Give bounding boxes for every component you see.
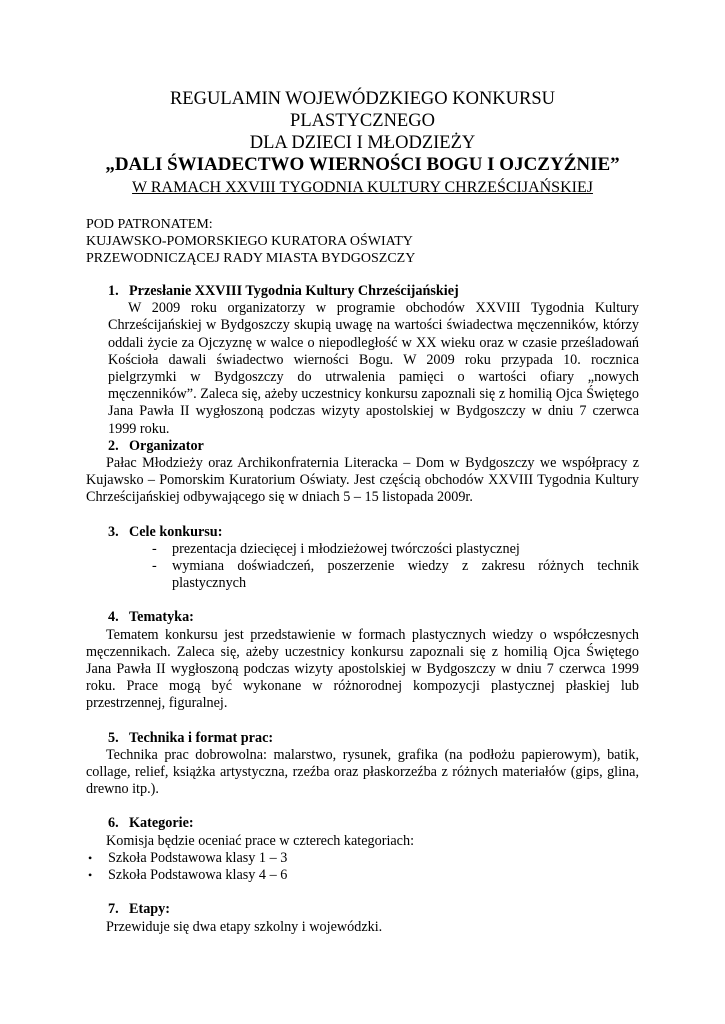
section-theme <box>86 609 639 712</box>
section-text: Komisja będzie oceniać prace w czterech kategoriach: <box>106 832 415 849</box>
section-number: 2. <box>108 437 119 454</box>
section-number: 5. <box>108 729 119 746</box>
section-heading <box>86 524 639 541</box>
section-number: 6. <box>108 815 119 832</box>
section-title: Przesłanie XXVIII Tygodnia Kultury Chrześcijańskiej <box>129 283 459 299</box>
bullet-icon: • <box>88 850 93 865</box>
title-line-2: PLASTYCZNEGO <box>290 111 435 131</box>
section-heading <box>86 283 639 300</box>
section-text: W 2009 roku organizatorzy w programie obchodów XXVIII Tygodnia Kultury Chrześcijańskiej w Bydgoszczy skupią uwagę na wartości świadectwa męczenników, którzy oddali życie za Ojczyznę w walce o niepodległość w XX wieku oraz w czasie prześladowań Kościoła dawali świadectwo wierności Bogu. W 2009 roku przypada 10. rocznica pielgrzymki w Bydgoszczy do utrwalenia pamięci o wartości ofiary „nowych męczenników”. Zaleca się, ażeby uczestnicy konkursu zapoznali się z homilią Ojca Świętego Jana Pawła II wygłoszoną podczas wizyty apostolskiej w Bydgoszczy w dniu 7 czerwca 1999 roku. <box>108 300 639 437</box>
section-heading <box>86 438 639 455</box>
goals-list <box>86 541 639 593</box>
list-item: - prezentacja dziecięcej i młodzieżowej twórczości plastycznej <box>152 540 520 557</box>
section-categories <box>86 815 639 884</box>
section-heading <box>86 901 639 918</box>
section-stages <box>86 901 639 935</box>
regulations-body <box>86 283 639 936</box>
section-text: Pałac Młodzieży oraz Archikonfraternia Literacka – Dom w Bydgoszczy we współpracy z Kujawsko – Pomorskim Kuratorium Oświaty. Jest częścią obchodów XXVIII Tygodnia Kultury Chrześcijańskiej odbywającego się w dniach 5 – 15 listopada 2009r. <box>86 455 639 506</box>
section-text: Przewiduje się dwa etapy szkolny i wojewódzki. <box>106 918 383 935</box>
contest-name: „DALI ŚWIADECTWO WIERNOŚCI BOGU I OJCZYŹNIE” <box>105 154 620 175</box>
section-number: 3. <box>108 523 119 540</box>
document-title <box>60 88 665 154</box>
bullet-icon: • <box>88 868 93 883</box>
section-number: 4. <box>108 609 119 626</box>
dash-marker: - <box>152 558 157 575</box>
section-heading <box>86 815 639 832</box>
list-item: • Szkoła Podstawowa klasy 1 – 3 <box>88 849 288 866</box>
section-goals <box>86 524 639 593</box>
patronage-label: POD PATRONATEM: <box>86 217 213 232</box>
list-item: • Szkoła Podstawowa klasy 4 – 6 <box>88 867 288 884</box>
section-heading <box>86 730 639 747</box>
section-text: Tematem konkursu jest przedstawienie w formach plastycznych wiedzy o współczesnych męczennikach. Zaleca się, ażeby uczestnicy konkursu zapoznali się z homilią Ojca Świętego Jana Pawła II wygłoszoną podczas wizyty apostolskiej w Bydgoszczy w dniu 7 czerwca 1999 roku. Prace mogą być wykonane w różnorodnej kompozycji plastycznej płaskiej lub przestrzennej, figuralnej. <box>86 626 639 712</box>
section-title: Cele konkursu: <box>129 523 223 540</box>
categories-list <box>86 850 639 884</box>
section-technique <box>86 730 639 799</box>
section-heading <box>86 609 639 626</box>
section-title: Organizator <box>129 437 204 454</box>
title-line-1: REGULAMIN WOJEWÓDZKIEGO KONKURSU <box>169 89 556 109</box>
list-item: - wymiana doświadczeń, poszerzenie wiedzy z zakresu różnych technik plastycznych <box>152 558 639 592</box>
contest-context: W RAMACH XXVIII TYGODNIA KULTURY CHRZEŚCIJAŃSKIEJ <box>132 179 593 196</box>
dash-marker: - <box>152 540 157 557</box>
section-title: Tematyka: <box>129 609 194 626</box>
section-organizer <box>86 438 639 507</box>
section-text: Technika prac dobrowolna: malarstwo, rysunek, grafika (na podłożu papierowym), batik, collage, relief, książka artystyczna, rzeźba oraz płaskorzeźba z różnych materiałów (gips, glina, drewno itp.). <box>86 746 639 798</box>
section-number: 1. <box>108 283 119 299</box>
section-title: Kategorie: <box>129 815 194 832</box>
patronage-line-2: PRZEWODNICZĄCEJ RADY MIASTA BYDGOSZCZY <box>86 251 416 266</box>
section-number: 7. <box>108 901 119 918</box>
patronage-line-1: KUJAWSKO-POMORSKIEGO KURATORA OŚWIATY <box>86 234 413 249</box>
section-title: Etapy: <box>129 901 170 918</box>
title-line-3: DLA DZIECI I MŁODZIEŻY <box>249 133 476 153</box>
patronage-block <box>86 216 415 267</box>
section-title: Technika i format prac: <box>129 729 274 746</box>
section-message <box>86 283 639 438</box>
